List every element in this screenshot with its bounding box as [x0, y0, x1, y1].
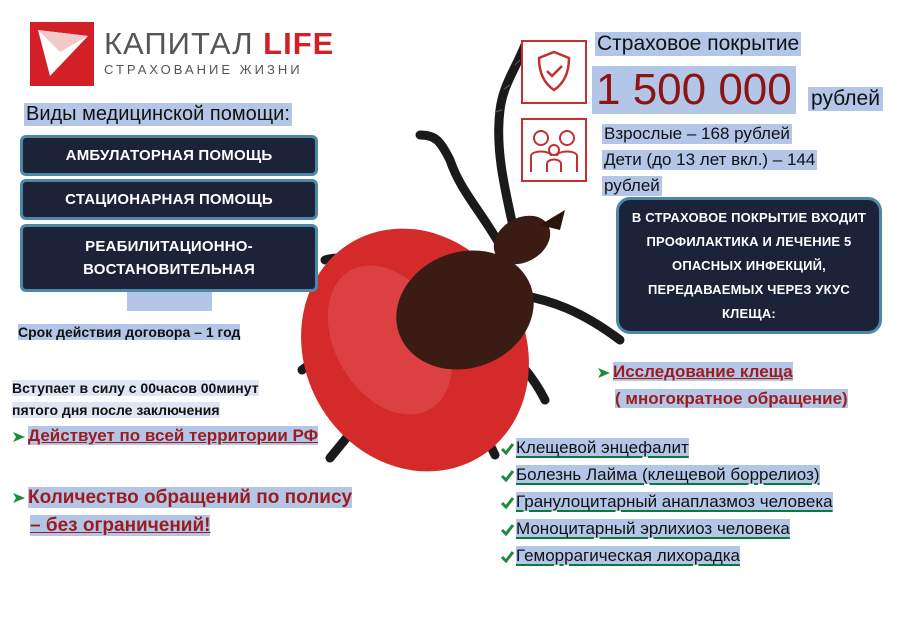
disease-text: Моноцитарный эрлихиоз человека	[516, 519, 790, 538]
price-adults: Взрослые – 168 рублей	[604, 124, 790, 143]
brand-name-main: КАПИТАЛ	[104, 26, 264, 61]
effective-line-1	[12, 380, 259, 396]
care-types-heading: Виды медицинской помощи:	[26, 103, 290, 125]
green-check-icon	[500, 442, 514, 456]
family-icon	[521, 118, 587, 182]
green-check-icon	[500, 550, 514, 564]
care-type-ambulatory: АМБУЛАТОРНАЯ ПОМОЩЬ	[20, 135, 318, 176]
brand-name-accent: LIFE	[263, 26, 335, 61]
tick-research-text-2: ( многократное обращение)	[615, 389, 848, 408]
disease-text: Геморрагическая лихорадка	[516, 546, 741, 565]
price-children-1: Дети (до 13 лет вкл.) – 144	[604, 150, 816, 169]
logo-mark-icon	[30, 22, 94, 86]
care-type-rehab	[20, 224, 318, 292]
contract-term: Срок действия договора – 1 год	[18, 324, 241, 340]
care-type-inpatient: СТАЦИОНАРНАЯ ПОМОЩЬ	[20, 179, 318, 220]
green-arrow-icon	[12, 491, 26, 505]
effective-line-2	[12, 402, 220, 418]
shield-check-icon	[521, 40, 587, 104]
disease-item	[500, 465, 820, 485]
coverage-amount: 1 500 000	[592, 66, 796, 114]
disease-item	[500, 519, 790, 539]
included-infections-text: В СТРАХОВОЕ ПОКРЫТИЕ ВХОДИТ ПРОФИЛАКТИКА И ЛЕЧЕНИЕ 5 ОПАСНЫХ ИНФЕКЦИЙ, ПЕРЕДАВАЕМЫХ ЧЕРЕЗ УКУС КЛЕЩА:	[631, 209, 867, 321]
green-check-icon	[500, 469, 514, 483]
brand-name	[104, 26, 334, 62]
requests-item	[12, 484, 352, 540]
territory-item	[12, 426, 318, 446]
brand-logo	[30, 22, 94, 86]
coverage-currency: рублей	[808, 87, 883, 111]
territory-text: Действует по всей территории РФ	[28, 426, 319, 445]
included-infections-box	[616, 197, 882, 334]
green-arrow-icon	[597, 366, 611, 380]
care-type-rehab-label: РЕАБИЛИТАЦИОННО- ВОСТАНОВИТЕЛЬНАЯ	[83, 237, 255, 278]
green-check-icon	[500, 496, 514, 510]
highlight-block	[127, 292, 212, 311]
requests-text-2: – без ограничений!	[30, 515, 211, 536]
tick-research-item	[597, 358, 848, 412]
price-children-2: рублей	[604, 176, 660, 195]
effective-text-2: пятого дня после заключения	[12, 402, 220, 418]
green-arrow-icon	[12, 430, 26, 444]
effective-text-1: Вступает в силу с 00часов 00минут	[12, 380, 259, 396]
disease-item	[500, 546, 740, 566]
green-check-icon	[500, 523, 514, 537]
requests-text-1: Количество обращений по полису	[28, 487, 353, 508]
coverage-title: Страховое покрытие	[597, 32, 800, 55]
disease-text: Гранулоцитарный анаплазмоз человека	[516, 492, 833, 511]
brand-tagline: СТРАХОВАНИЕ ЖИЗНИ	[104, 62, 303, 77]
tick-research-text-1: Исследование клеща	[613, 362, 793, 381]
disease-text: Клещевой энцефалит	[516, 438, 689, 457]
disease-item	[500, 438, 689, 458]
disease-text: Болезнь Лайма (клещевой боррелиоз)	[516, 465, 820, 484]
disease-item	[500, 492, 833, 512]
